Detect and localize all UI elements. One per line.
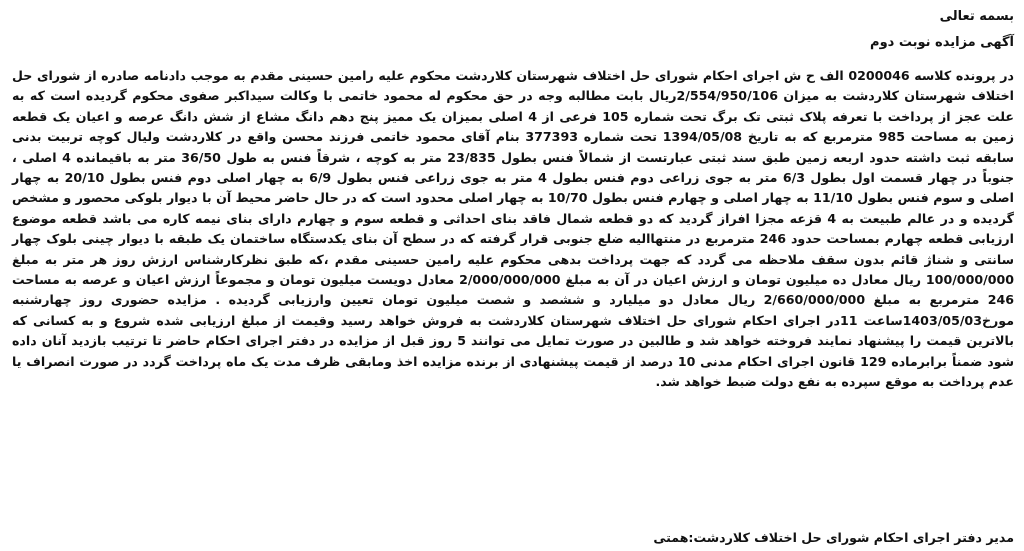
notice-title: آگهی مزایده نوبت دوم (870, 35, 1014, 50)
bismillah-heading: بسمه تعالی (939, 9, 1014, 24)
notice-body: در پرونده کلاسه 0200046 الف ح ش اجرای احکام شورای حل اختلاف شهرستان کلاردشت محکوم علیه رامین حسینی مقدم به موجب دادنامه صادره از شورای حل اختلاف شهرستان کلاردشت به میزان 2/554/950/106ریال بابت مطالبه وجه در حق محکوم له محمود خاتمی با وکالت سیداکبر صفوی محکوم گردیده است که به علت عجز از پرداخت با تعرفه پلاک ثبتی تک برگ تحت شماره 105 فرعی از 4 اصلی بمیزان یک ممیز پنج دهم دانگ مشاع از شش دانگ عرصه و اعیان یک قطعه زمین به مساحت 985 مترمربع که به تاریخ 1394/05/08 تحت شماره 377393 بنام آقای محمود خاتمی فرزند محسن واقع در کلاردشت ولیال کوچه تربیت بدنی سابقه ثبت داشته حدود اربعه زمین طبق سند ثبتی عبارتست از شمالاً فنس بطول 23/835 متر به کوچه ، شرقاً فنس به طول 36/50 متر به باقیمانده 4 اصلی ، جنوباً در چهار قسمت اول بطول 6/3 متر به جوی زراعی دوم فنس بطول 4 متر به جوی زراعی فنس بطول 6/9 به چهار اصلی دوم فنس بطول 20/10 به چهار اصلی و سوم فنس بطول 11/10 به چهار اصلی و چهارم فنس بطول 10/70 به چهار اصلی محدود است که در حال حاضر محیط آن با دیوار بلوکی محصور و مشخص گردیده و در عالم طبیعت به 4 قزعه مجزا افراز گردید که دو قطعه شمال فاقد بنای احداثی و قطعه سوم و چهارم دارای بنای نیمه کاره می باشد قطعه موضوع ارزیابی قطعه چهارم بمساحت حدود 246 مترمربع در منتهاالیه ضلع جنوبی قرار گرفته که در سطح آن بنای یکدستگاه ساختمان یک طبقه با دیوار چینی بلوک چهار سانتی و شناژ قائم بدون سقف ملاحظه می گردد که جهت پرداخت بدهی محکوم علیه رامین حسینی مقدم ،که طبق نظرکارشناس ارزش روز هر متر به مبلغ 100/000/000 ریال معادل ده میلیون تومان و ارزش اعیان در آن به مبلغ 2/000/000/000 معادل دویست میلیون تومان و مجموعاً ارزش اعیان و عرصه به مساحت 246 مترمربع به مبلغ 2/660/000/000 ریال معادل دو میلیارد و ششصد و شصت میلیون تومان تعیین وارزیابی گردیده . مزایده حضوری روز چهارشنبه مورخ1403/05/03ساعت 11در اجرای احکام شورای حل اختلاف شهرستان کلاردشت به فروش خواهد رسید وقیمت از مبلغ ارزیابی شده شروع و به کسانی که بالاترین قیمت را پیشنهاد نمایند فروخته خواهد شد و طالبین در صورت تمایل می توانند 5 روز قبل از مزایده در دفتر اجرای احکام حاضر تا ترتیب بازدید آنان داده شود ضمناً برابرماده 129 قانون اجرای احکام مدنی 10 درصد از قیمت پیشنهادی از برنده مزایده اخذ ومابقی ظرف مدت یک ماه پرداخت گردد در صورت انصراف یا عدم پرداخت به موقع سپرده به نفع دولت ضبط خواهد شد. (12, 68, 1015, 390)
signature-line: مدیر دفتر اجرای احکام شورای حل اختلاف کلاردشت:همتی (653, 530, 1014, 545)
